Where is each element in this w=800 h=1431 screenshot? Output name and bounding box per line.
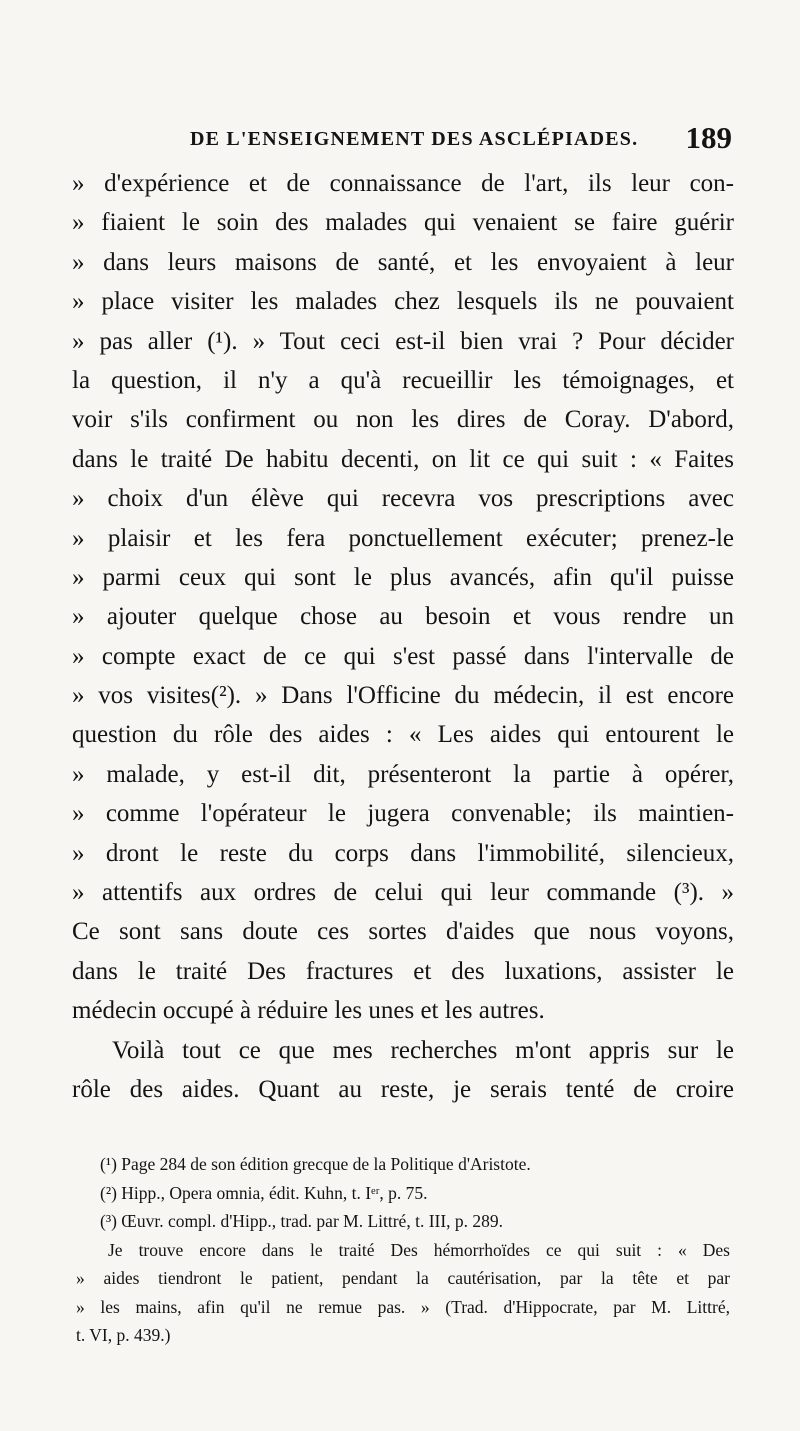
footnotes [76,1150,730,1350]
text-line: » vos visites(²). » Dans l'Officine du médecin, il est encore [72,682,734,710]
footnote: (²) Hipp., Opera omnia, édit. Kuhn, t. Iᵉʳ, p. 75. [100,1182,428,1203]
running-title: DE L'ENSEIGNEMENT DES ASCLÉPIADES. [190,128,639,150]
footnote-continuation: Je trouve encore dans le traité Des hémorrhoïdes ce qui suit : « Des [108,1239,730,1260]
text-line: » dront le reste du corps dans l'immobilité, silencieux, [72,839,734,867]
text-line: dans le traité Des fractures et des luxations, assister le [72,957,734,985]
text-line: » place visiter les malades chez lesquels ils ne pouvaient [72,288,734,316]
text-line: » dans leurs maisons de santé, et les envoyaient à leur [72,248,734,276]
text-line: » pas aller (¹). » Tout ceci est-il bien vrai ? Pour décider [72,327,734,355]
text-line: la question, il n'y a qu'à recueillir les témoignages, et [72,366,734,394]
text-line: rôle des aides. Quant au reste, je serais tenté de croire [72,1075,734,1103]
footnote-continuation: t. VI, p. 439.) [76,1325,171,1345]
text-line: » d'expérience et de connaissance de l'art, ils leur con- [72,170,734,197]
text-line: » ajouter quelque chose au besoin et vous rendre un [72,603,734,631]
text-line: » plaisir et les fera ponctuellement exécuter; prenez-le [72,524,734,552]
text-line: Voilà tout ce que mes recherches m'ont appris sur le [112,1036,734,1064]
text-line: » attentifs aux ordres de celui qui leur commande (³). » [72,879,734,907]
text-line: Ce sont sans doute ces sortes d'aides que nous voyons, [72,918,734,946]
text-line: » malade, y est-il dit, présenteront la partie à opérer, [72,760,734,788]
footnote-continuation: » les mains, afin qu'il ne remue pas. » (Trad. d'Hippocrate, par M. Littré, [76,1296,730,1317]
text-line: » compte exact de ce qui s'est passé dans l'intervalle de [72,642,734,670]
text-line: voir s'ils confirment ou non les dires de Coray. D'abord, [72,406,734,434]
text-line: dans le traité De habitu decenti, on lit ce qui suit : « Faites [72,445,734,473]
page-header [190,118,732,158]
footnote-continuation: » aides tiendront le patient, pendant la cautérisation, par la tête et par [76,1268,730,1288]
text-line: » fiaient le soin des malades qui venaient se faire guérir [72,209,734,237]
text-line: » choix d'un élève qui recevra vos prescriptions avec [72,485,734,513]
footnote: (¹) Page 284 de son édition grecque de la Politique d'Aristote. [100,1154,531,1174]
text-line: médecin occupé à réduire les unes et les autres. [72,997,545,1025]
text-line: » parmi ceux qui sont le plus avancés, afin qu'il puisse [72,563,734,591]
page-number: 189 [685,120,732,155]
footnote: (³) Œuvr. compl. d'Hipp., trad. par M. Littré, t. III, p. 289. [100,1211,504,1231]
text-line: question du rôle des aides : « Les aides qui entourent le [72,721,734,749]
text-line: » comme l'opérateur le jugera convenable; ils maintien- [72,800,734,828]
body-text [72,164,734,1109]
